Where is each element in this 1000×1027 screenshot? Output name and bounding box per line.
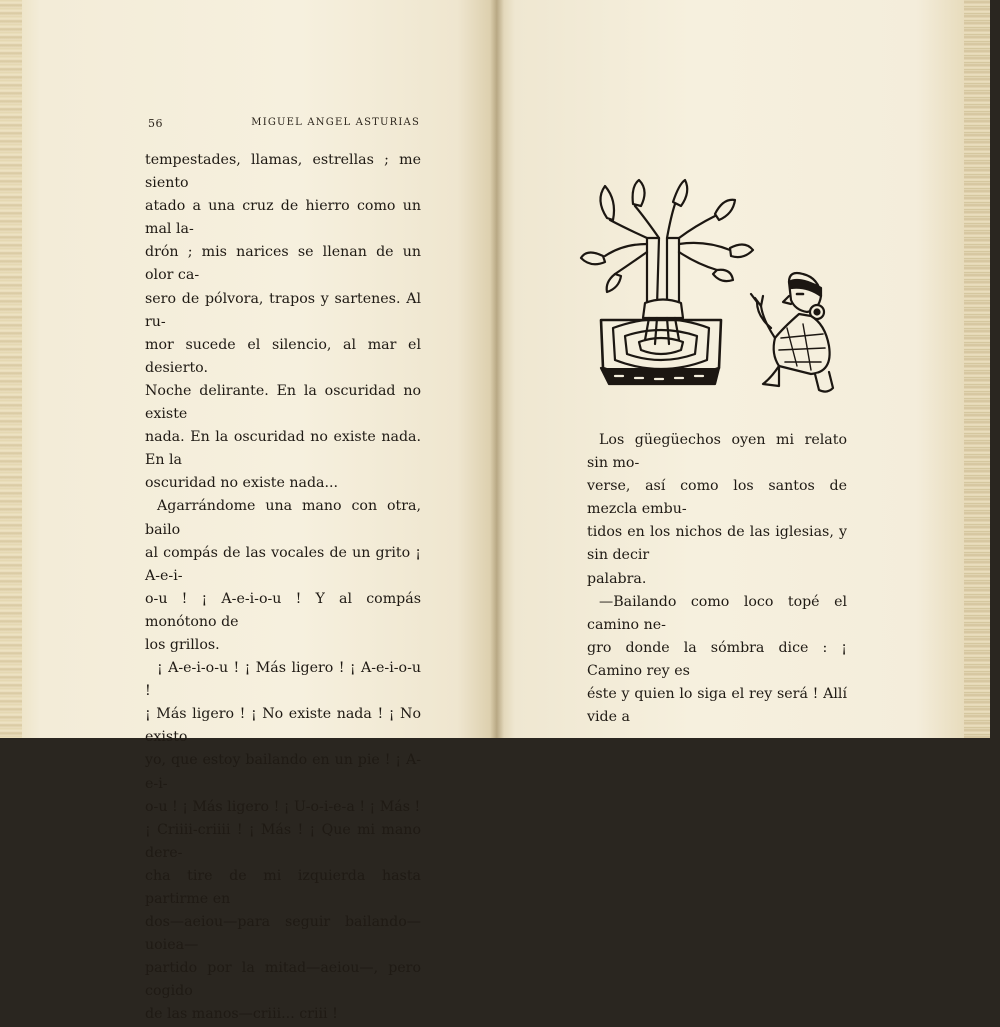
text-line: yo, que estoy bailando en un pie ! ¡ A-e-i- bbox=[145, 752, 421, 792]
left-text-block bbox=[145, 149, 421, 1027]
page-edge-right bbox=[964, 0, 990, 738]
text-line: Agarrándome una mano con otra, bailo bbox=[145, 498, 421, 538]
running-head-author: MIGUEL ANGEL ASTURIAS bbox=[251, 117, 420, 128]
page-edge-left bbox=[0, 0, 22, 738]
right-text-block bbox=[587, 429, 847, 729]
text-line: ¡ Criiii-criiii ! ¡ Más ! ¡ Que mi mano dere- bbox=[145, 821, 421, 861]
text-line: tempestades, llamas, estrellas ; me siento bbox=[145, 152, 421, 192]
text-line: atado a una cruz de hierro como un mal la- bbox=[145, 198, 421, 238]
text-line: dos—aeiou—para seguir bailando—uoiea— bbox=[145, 914, 421, 954]
text-line: éste y quien lo siga el rey será ! Allí vide a bbox=[587, 686, 847, 726]
text-line: o-u ! ¡ A-e-i-o-u ! Y al compás monótono de bbox=[145, 590, 421, 630]
text-line: oscuridad no existe nada... bbox=[145, 475, 339, 492]
left-page bbox=[0, 0, 497, 1023]
text-line: Noche delirante. En la oscuridad no existe bbox=[145, 382, 421, 423]
text-line: ¡ A-e-i-o-u ! ¡ Más ligero ! ¡ A-e-i-o-u ! bbox=[145, 660, 421, 700]
page-number: 56 bbox=[148, 117, 163, 130]
text-line: verse, así como los santos de mezcla embu- bbox=[587, 478, 847, 518]
text-line: los grillos. bbox=[145, 636, 220, 653]
book-gutter bbox=[490, 0, 504, 738]
text-line: gro donde la sómbra dice : ¡ Camino rey es bbox=[587, 639, 847, 679]
text-line: drón ; mis narices se llenan de un olor ca- bbox=[145, 244, 421, 284]
text-line: al compás de las vocales de un grito ¡ A-e-i- bbox=[145, 544, 421, 584]
text-line: ¡ Más ligero ! ¡ No existe nada ! ¡ No existo bbox=[145, 706, 421, 746]
text-line: sero de pólvora, trapos y sartenes. Al ru- bbox=[145, 290, 421, 330]
text-line: partido por la mitad—aeiou—, pero cogido bbox=[145, 960, 421, 1000]
text-line: nada. En la oscuridad no existe nada. En la bbox=[145, 429, 421, 469]
tree-glyph-illustration bbox=[575, 178, 845, 400]
text-line: de las manos—criii... criii ! bbox=[145, 1006, 338, 1023]
text-line: tidos en los nichos de las iglesias, y sin decir bbox=[587, 524, 847, 564]
text-line: o-u ! ¡ Más ligero ! ¡ U-o-i-e-a ! ¡ Más ! bbox=[145, 798, 421, 815]
text-line: —Bailando como loco topé el camino ne- bbox=[587, 593, 847, 633]
text-line: palabra. bbox=[587, 570, 647, 587]
text-line: cha tire de mi izquierda hasta partirme en bbox=[145, 867, 421, 907]
text-line: mor sucede el silencio, al mar el desierto. bbox=[145, 336, 421, 376]
text-line: Los güegüechos oyen mi relato sin mo- bbox=[587, 432, 847, 472]
